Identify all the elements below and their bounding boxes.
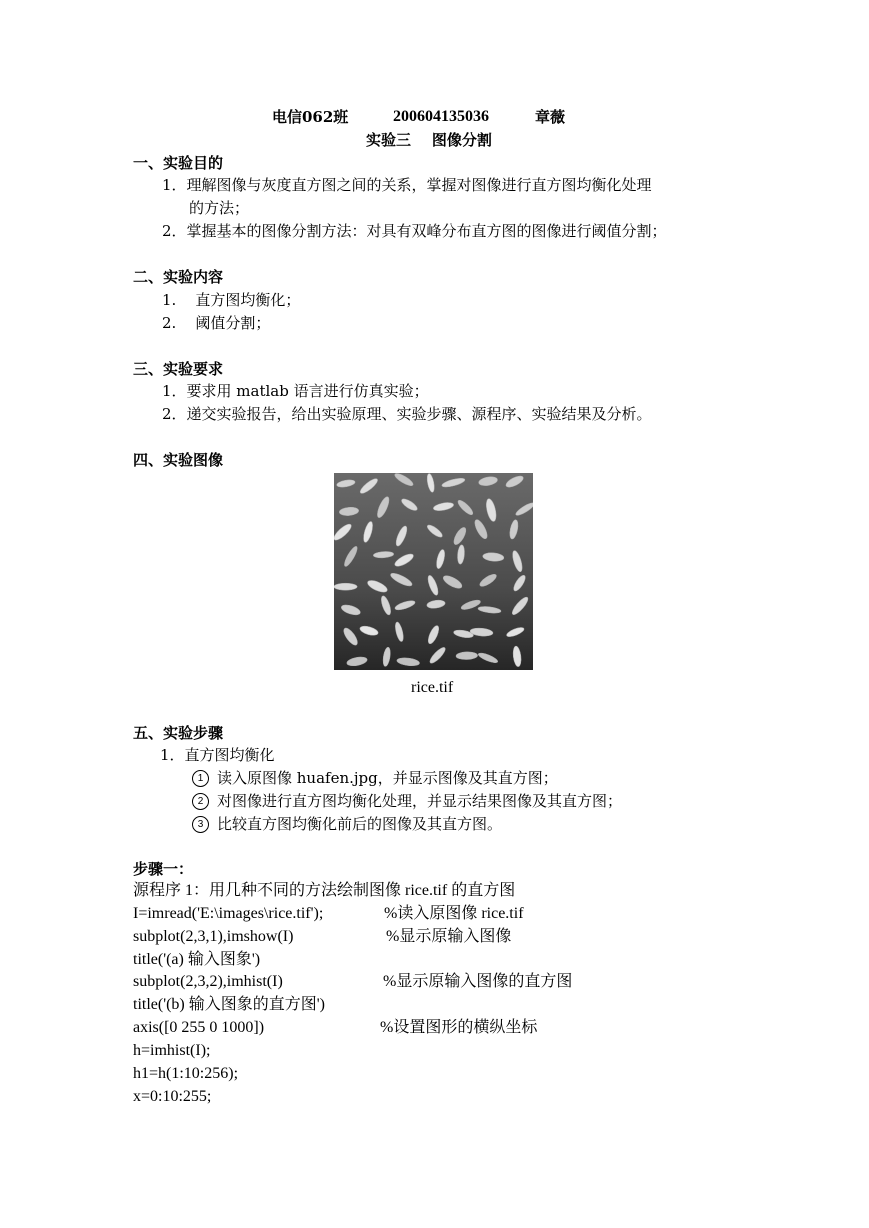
code-comment: %设置图形的横纵坐标: [380, 1019, 538, 1036]
code-line: subplot(2,3,1),imshow(I): [133, 928, 294, 945]
step-number: 1: [192, 770, 209, 787]
list-item: 2．递交实验报告，给出实验原理、实验步骤、源程序、实验结果及分析。: [162, 405, 652, 423]
section-heading-purpose: 一、实验目的: [133, 154, 224, 172]
step-text: 比较直方图均衡化前后的图像及其直方图。: [217, 815, 503, 833]
step-item: [192, 791, 622, 811]
source-intro: 源程序 1：用几种不同的方法绘制图像 rice.tif 的直方图: [133, 882, 516, 899]
header-class: 电信062班: [272, 108, 349, 126]
code-line: x=0:10:255;: [133, 1088, 212, 1105]
list-item: 1. 直方图均衡化；: [162, 291, 301, 309]
step-number: 3: [192, 816, 209, 833]
page-title: 实验三 图像分割: [366, 131, 492, 149]
code-line: title('(a) 输入图象'): [133, 951, 261, 968]
rice-image: [334, 473, 533, 670]
header-student-name: 章薇: [535, 108, 566, 126]
section-heading-step-one: 步骤一：: [133, 860, 194, 878]
rice-grain: [334, 583, 357, 590]
list-item: 2. 阈值分割；: [162, 314, 271, 332]
list-item: 2．掌握基本的图像分割方法：对具有双峰分布直方图的图像进行阈值分割；: [162, 222, 667, 240]
section-heading-requirements: 三、实验要求: [133, 360, 224, 378]
code-line: h=imhist(I);: [133, 1042, 211, 1059]
code-comment: %显示原输入图像的直方图: [383, 973, 573, 990]
step-text: 对图像进行直方图均衡化处理，并显示结果图像及其直方图；: [217, 792, 623, 810]
code-line: h1=h(1:10:256);: [133, 1065, 239, 1082]
step-item: [192, 768, 558, 788]
section-heading-content: 二、实验内容: [133, 268, 224, 286]
code-line: subplot(2,3,2),imhist(I): [133, 973, 283, 990]
list-item: 的方法；: [189, 199, 250, 217]
list-item: 1．理解图像与灰度直方图之间的关系，掌握对图像进行直方图均衡化处理: [162, 176, 652, 194]
section-heading-steps: 五、实验步骤: [133, 724, 224, 742]
code-comment: %读入原图像 rice.tif: [384, 905, 524, 922]
code-line: title('(b) 输入图象的直方图'): [133, 996, 325, 1013]
header-student-id: 200604135036: [393, 108, 489, 125]
step-item: [192, 814, 502, 834]
code-line: axis([0 255 0 1000]): [133, 1019, 265, 1036]
code-comment: %显示原输入图像: [386, 928, 512, 945]
code-line: I=imread('E:\images\rice.tif');: [133, 905, 324, 922]
list-item: 1．要求用 matlab 语言进行仿真实验；: [162, 382, 429, 400]
image-caption: rice.tif: [411, 679, 454, 696]
section-heading-images: 四、实验图像: [133, 451, 224, 469]
step-text: 读入原图像 huafen.jpg，并显示图像及其直方图；: [217, 769, 558, 787]
step-number: 2: [192, 793, 209, 810]
step-subheading: 1．直方图均衡化: [160, 746, 275, 764]
